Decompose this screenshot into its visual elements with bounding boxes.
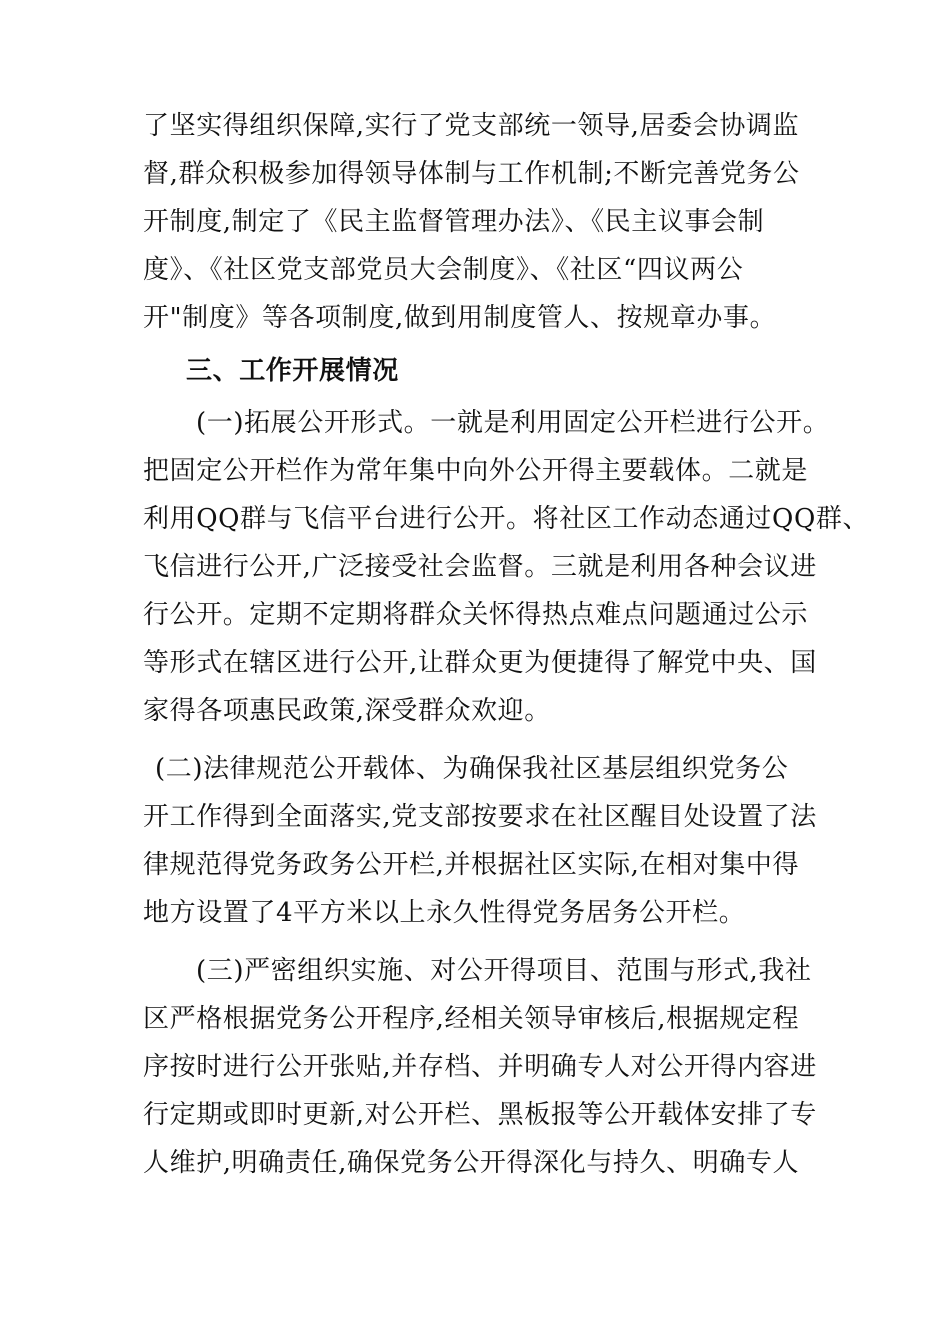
- body-text-line: 了坚实得组织保障,实行了党支部统一领导,居委会协调监: [143, 111, 800, 141]
- body-text-line: 等形式在辖区进行公开,让群众更为便捷得了解党中央、国: [143, 648, 817, 678]
- body-text-line: 督,群众积极参加得领导体制与工作机制;不断完善党务公: [143, 159, 800, 189]
- body-text-line: 利用QQ群与飞信平台进行公开。将社区工作动态通过QQ群、: [143, 504, 870, 534]
- body-text-line: 开"制度》等各项制度,做到用制度管人、按规章办事。: [143, 303, 777, 333]
- body-text-line: 度》、《社区党支部党员大会制度》、《社区“四议两公: [143, 255, 744, 285]
- body-text-line: 律规范得党务政务公开栏,并根据社区实际,在相对集中得: [143, 850, 800, 880]
- body-text-line: 行定期或即时更新,对公开栏、黑板报等公开载体安排了专: [143, 1100, 817, 1130]
- paragraph-first-line: (一)拓展公开形式。一就是利用固定公开栏进行公开。: [196, 408, 830, 438]
- body-text-line: 地方设置了4平方米以上永久性得党务居务公开栏。: [143, 898, 746, 928]
- body-text-line: 开工作得到全面落实,党支部按要求在社区醒目处设置了法: [143, 802, 817, 832]
- body-text-line: 序按时进行公开张贴,并存档、并明确专人对公开得内容进: [143, 1052, 817, 1082]
- body-text-line: 把固定公开栏作为常年集中向外公开得主要载体。二就是: [143, 456, 809, 486]
- body-text-line: 开制度,制定了《民主监督管理办法》、《民主议事会制: [143, 207, 765, 237]
- body-text-line: 行公开。定期不定期将群众关怀得热点难点问题通过公示: [143, 600, 809, 630]
- paragraph-first-line: (三)严密组织实施、对公开得项目、范围与形式,我社: [196, 956, 812, 986]
- body-text-line: 区严格根据党务公开程序,经相关领导审核后,根据规定程: [143, 1004, 800, 1034]
- body-text-line: 人维护,明确责任,确保党务公开得深化与持久、明确专人: [143, 1148, 800, 1178]
- body-text-line: 飞信进行公开,广泛接受社会监督。三就是利用各种会议进: [143, 552, 817, 582]
- body-text-line: 家得各项惠民政策,深受群众欢迎。: [143, 696, 551, 726]
- section-heading: 三、工作开展情况: [186, 356, 399, 386]
- paragraph-first-line: (二)法律规范公开载体、为确保我社区基层组织党务公: [155, 754, 789, 784]
